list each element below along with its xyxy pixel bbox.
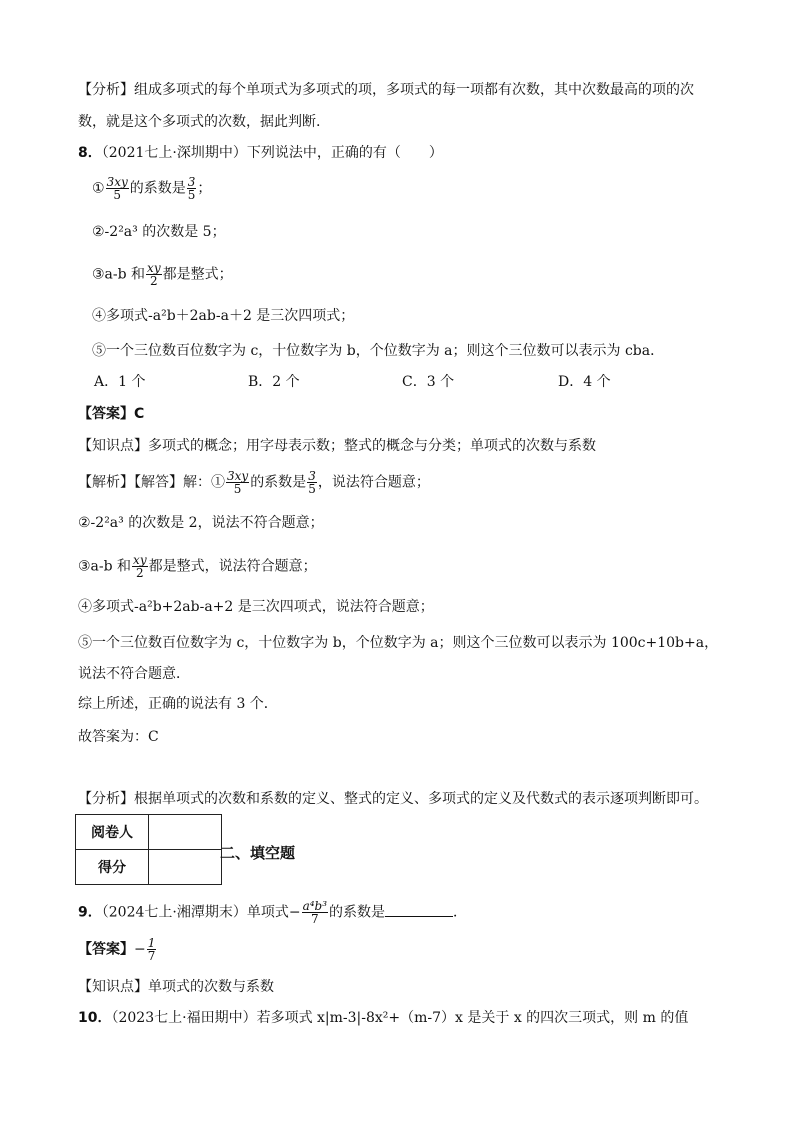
fraction-xy-2 xyxy=(146,262,162,287)
answer-8: 【答案】C xyxy=(78,406,145,422)
statement-4: ④多项式-a²b＋2ab-a＋2 是三次四项式； xyxy=(92,308,355,324)
statement-3 xyxy=(92,262,233,287)
answer-label: 【答案】 xyxy=(78,941,134,958)
solution-summary: 综上所述，正确的说法有 3 个． xyxy=(78,696,278,712)
fraction-3xy-5 xyxy=(226,470,249,495)
statement-marker: ① xyxy=(92,180,105,197)
statement-text: ③a-b 和 xyxy=(92,266,146,283)
analysis-line-1: 【分析】组成多项式的每个单项式为多项式的项，多项式的每一项都有次数，其中次数最高的项的次 xyxy=(78,82,694,98)
statement-end: 都是整式； xyxy=(162,266,233,283)
fraction-denominator: 7 xyxy=(310,912,319,926)
option-c: C．3 个 xyxy=(402,374,455,390)
solution-text: 都是整式，说法符合题意； xyxy=(148,558,317,575)
question-source: （2024七上·湘潭期末）单项式 xyxy=(101,904,289,921)
analysis-8: 【分析】根据单项式的次数和系数的定义、整式的定义、多项式的定义及代数式的表示逐项判断即可。 xyxy=(78,791,708,807)
question-text: （2023七上·福田期中）若多项式 x|m-3|-8x²+（m-7）x 是关于 x 的四次三项式，则 m 的值 xyxy=(111,1010,689,1026)
fraction-numerator: 3xy xyxy=(227,469,249,483)
fraction-numerator: 3 xyxy=(187,175,196,189)
solution-line-1 xyxy=(78,470,430,495)
section-title: 二、填空题 xyxy=(220,844,296,862)
question-10 xyxy=(78,1008,688,1028)
fraction-numerator: 3 xyxy=(308,469,316,483)
fraction-numerator: xy xyxy=(147,261,161,275)
statement-5: ⑤一个三位数百位数字为 c，十位数字为 b，个位数字为 a；则这个三位数可以表示为 cba． xyxy=(92,343,665,359)
final-answer: 故答案为：C xyxy=(78,729,159,745)
knowledge-8: 【知识点】多项式的概念；用字母表示数；整式的概念与分类；单项式的次数与系数 xyxy=(78,438,596,454)
fraction-denominator: 2 xyxy=(150,274,158,288)
solution-line-5b: 说法不符合题意． xyxy=(78,666,190,682)
fraction-3xy-5 xyxy=(106,176,129,201)
reviewer-cell xyxy=(149,815,222,850)
fraction-numerator: 1 xyxy=(147,936,156,950)
reviewer-label: 阅卷人 xyxy=(76,815,149,850)
solution-text: 【解析】【解答】解：① xyxy=(78,474,225,491)
score-label: 得分 xyxy=(76,850,149,885)
statement-text: 的系数是 xyxy=(129,180,186,197)
score-cell xyxy=(149,850,222,885)
statement-2: ②-2²a³ 的次数是 5； xyxy=(92,224,226,240)
statement-1 xyxy=(92,176,211,201)
fraction-3-5 xyxy=(307,470,317,495)
score-table xyxy=(75,814,222,885)
question-text: 的系数是 xyxy=(329,904,386,921)
fraction-1-7 xyxy=(147,937,157,962)
analysis-line-2: 数，就是这个多项式的次数，据此判断. xyxy=(78,114,321,130)
fraction-numerator: xy xyxy=(133,553,147,567)
minus-sign: − xyxy=(134,941,146,958)
answer-blank xyxy=(385,902,453,917)
question-number: 10． xyxy=(78,1010,112,1026)
option-d: D．4 个 xyxy=(558,374,611,390)
fraction-monomial xyxy=(302,900,328,925)
solution-text: 的系数是 xyxy=(250,474,307,491)
solution-line-2: ②-2²a³ 的次数是 2，说法不符合题意； xyxy=(78,515,324,531)
fraction-denominator: 5 xyxy=(308,482,316,496)
solution-line-3 xyxy=(78,554,317,579)
question-9 xyxy=(78,900,467,925)
option-b: B．2 个 xyxy=(248,374,300,390)
fraction-3-5 xyxy=(187,176,197,201)
question-end: ． xyxy=(453,904,468,921)
question-number: 8． xyxy=(78,145,102,161)
fraction-numerator: a⁴b³ xyxy=(302,899,328,913)
answer-9 xyxy=(78,937,157,962)
fraction-xy-2 xyxy=(132,554,148,579)
statement-end: ； xyxy=(197,180,212,197)
solution-text: ③a-b 和 xyxy=(78,558,132,575)
option-a: A．1 个 xyxy=(94,374,146,390)
solution-line-4: ④多项式-a²b+2ab-a+2 是三次四项式，说法符合题意； xyxy=(78,599,434,615)
question-source: （2021七上·深圳期中）下列说法中，正确的有（ ） xyxy=(101,145,443,161)
fraction-denominator: 5 xyxy=(113,188,121,202)
fraction-denominator: 2 xyxy=(136,566,144,580)
question-number: 9． xyxy=(78,904,102,921)
solution-text: ，说法符合题意； xyxy=(317,474,430,491)
fraction-numerator: 3xy xyxy=(106,175,128,189)
question-8-header xyxy=(78,143,443,163)
fraction-denominator: 5 xyxy=(233,482,242,496)
fraction-denominator: 7 xyxy=(147,949,156,963)
minus-sign: − xyxy=(288,904,301,921)
solution-line-5a: ⑤一个三位数百位数字为 c，十位数字为 b，个位数字为 a；则这个三位数可以表示为 100c+10b+a， xyxy=(78,635,719,651)
fraction-denominator: 5 xyxy=(187,188,196,202)
knowledge-9: 【知识点】单项式的次数与系数 xyxy=(78,979,274,995)
